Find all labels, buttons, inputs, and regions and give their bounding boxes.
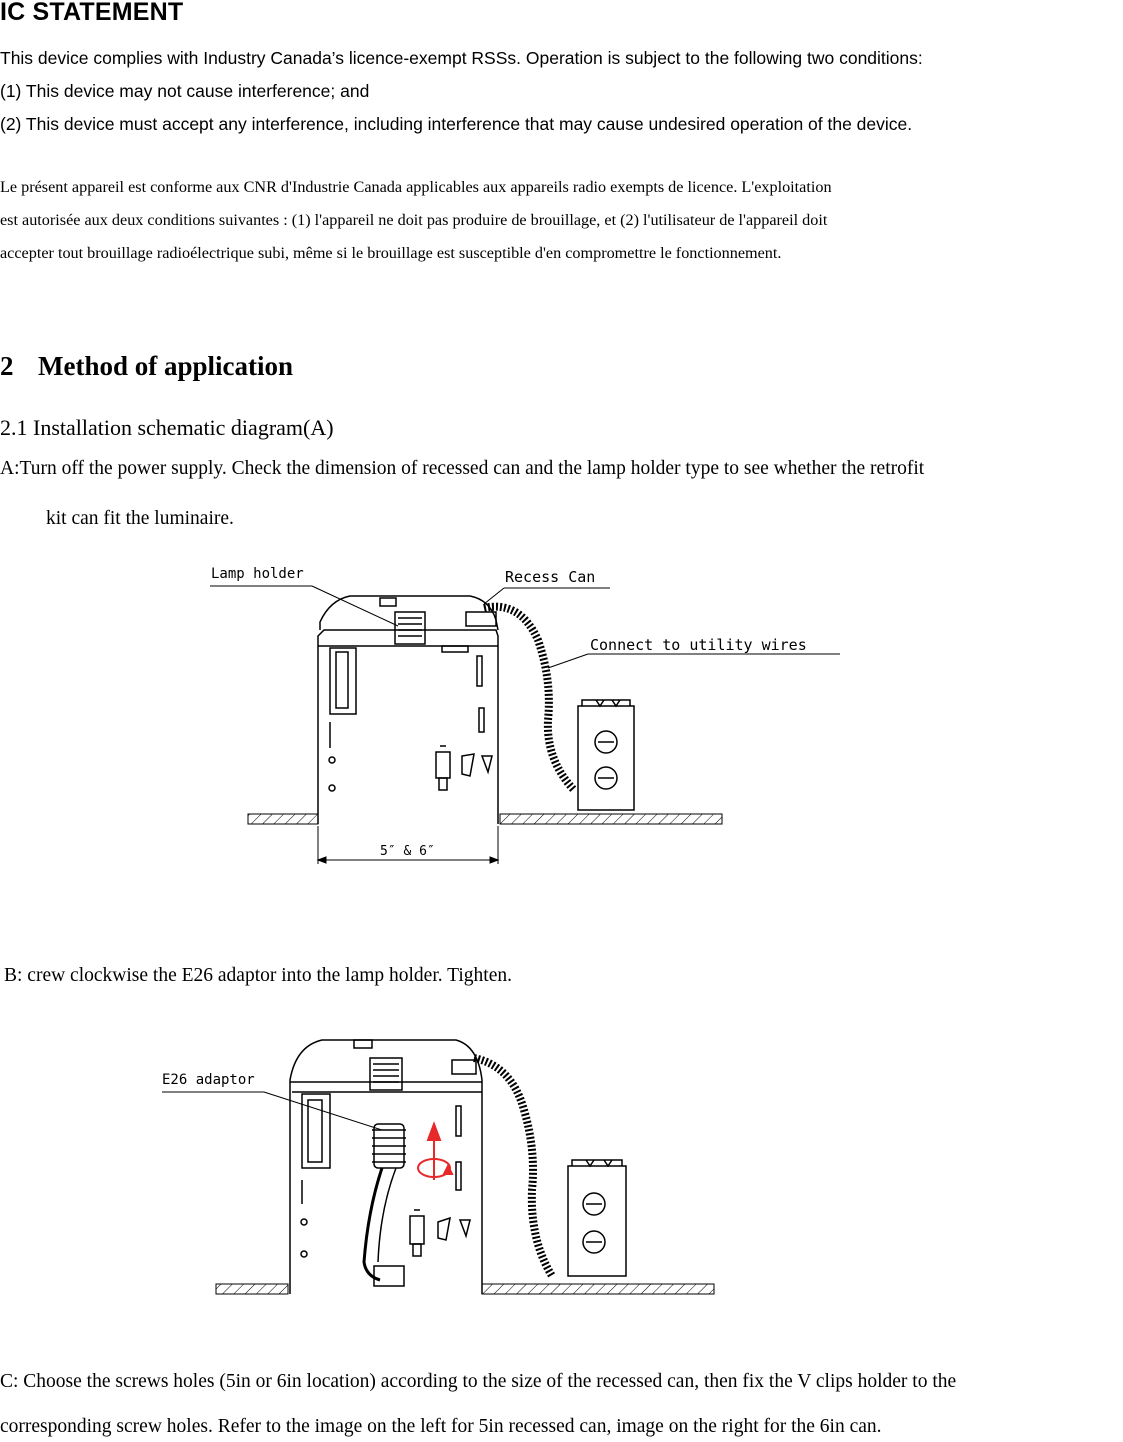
ic-statement-line-1: This device complies with Industry Canada’s licence-exempt RSSs. Operation is subject to the following two conditions: bbox=[0, 48, 923, 68]
ceiling-b bbox=[216, 1284, 714, 1294]
label-dimension: 5″ & 6″ bbox=[380, 844, 435, 859]
step-c-text-line-2: corresponding screw holes. Refer to the image on the left for 5in recessed can, image on the right for the 6in can. bbox=[0, 1416, 882, 1437]
step-a-text-line-2: kit can fit the luminaire. bbox=[46, 508, 234, 529]
label-lamp-holder: Lamp holder bbox=[211, 566, 304, 582]
ceiling-a bbox=[248, 814, 722, 824]
label-recess-can: Recess Can bbox=[505, 568, 596, 586]
junction-box-a bbox=[578, 700, 634, 810]
label-e26-adaptor: E26 adaptor bbox=[162, 1072, 255, 1088]
rotation-arrow-icon bbox=[418, 1124, 452, 1180]
ic-statement-title: IC STATEMENT bbox=[0, 0, 184, 26]
ic-french-line-3: accepter tout brouillage radioélectrique subi, même si le brouillage est susceptible d'en compromettre le fonctionnement. bbox=[0, 244, 782, 262]
conduit-b bbox=[474, 1058, 552, 1276]
ic-statement-line-2: (1) This device may not cause interference; and bbox=[0, 81, 370, 101]
ic-french-line-2: est autorisée aux deux conditions suivantes : (1) l'appareil ne doit pas produire de brouillage, et (2) l'utilisateur de l'appareil doit bbox=[0, 211, 828, 229]
leader-lines-b bbox=[162, 1092, 382, 1130]
section-heading bbox=[0, 351, 293, 382]
section-title: Method of application bbox=[38, 351, 294, 381]
step-a-text-line-1: A:Turn off the power supply. Check the dimension of recessed can and the lamp holder type to see whether the retrofit bbox=[0, 458, 925, 479]
label-connect-utility-wires: Connect to utility wires bbox=[590, 636, 807, 654]
ic-statement-line-3: (2) This device must accept any interference, including interference that may cause undesired operation of the device. bbox=[0, 114, 913, 134]
step-c-text-line-1: C: Choose the screws holes (5in or 6in location) according to the size of the recessed can, then fix the V clips holder to the bbox=[0, 1371, 957, 1392]
section-number: 2 bbox=[0, 351, 14, 381]
subsection-heading: 2.1 Installation schematic diagram(A) bbox=[0, 415, 334, 440]
junction-box-b bbox=[568, 1160, 626, 1276]
ic-french-line-1: Le présent appareil est conforme aux CNR d'Industrie Canada applicables aux appareils radio exempts de licence. L'exploitation bbox=[0, 178, 832, 196]
leader-lines-a bbox=[210, 586, 840, 668]
conduit-a bbox=[484, 607, 574, 790]
step-b-text: B: crew clockwise the E26 adaptor into the lamp holder. Tighten. bbox=[4, 965, 512, 986]
recess-can-a bbox=[318, 596, 498, 824]
recess-can-b bbox=[290, 1040, 482, 1294]
